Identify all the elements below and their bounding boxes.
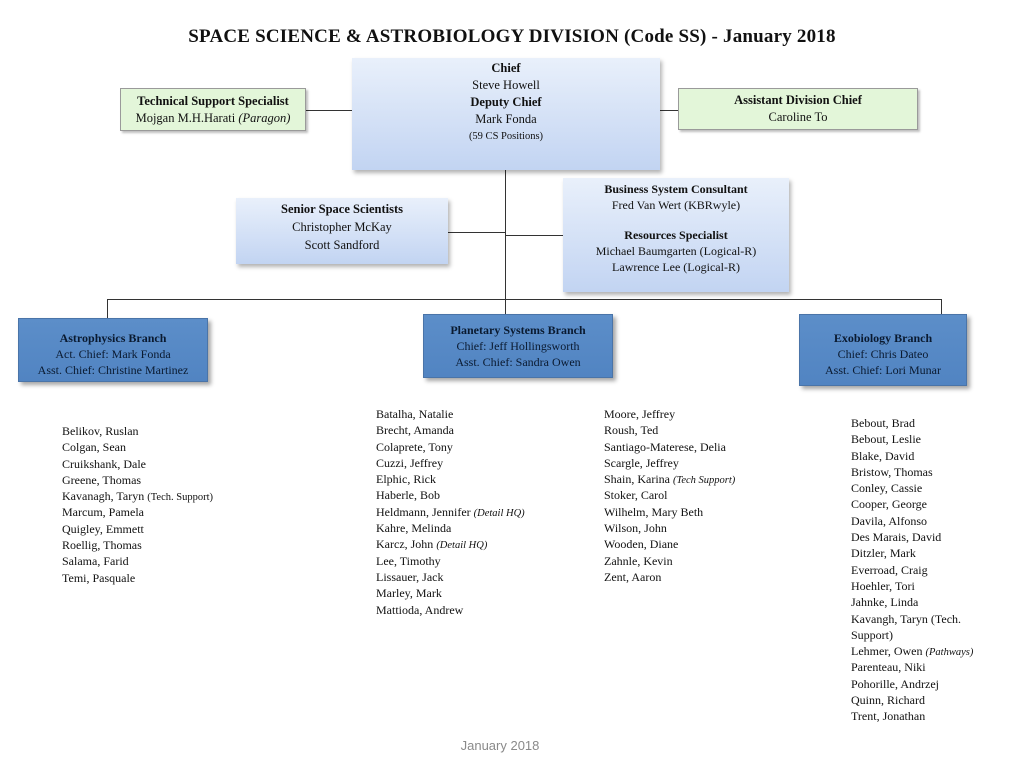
member-name: Jahnke, Linda bbox=[851, 595, 919, 610]
member-row bbox=[851, 480, 973, 496]
exobiology-member-list bbox=[851, 415, 973, 725]
member-name: Santiago-Materese, Delia bbox=[604, 439, 726, 454]
connector-business bbox=[505, 235, 563, 236]
member-name: Mattioda, Andrew bbox=[376, 602, 464, 617]
member-row bbox=[376, 455, 525, 471]
connector-planetary bbox=[505, 299, 506, 314]
member-name: Wooden, Diane bbox=[604, 537, 679, 552]
exobiology-asst-chief: Asst. Chief: Lori Munar bbox=[825, 363, 941, 377]
member-name: Scargle, Jeffrey bbox=[604, 455, 679, 470]
member-name: Quigley, Emmett bbox=[62, 521, 144, 536]
tech-support-box bbox=[120, 88, 306, 131]
member-row bbox=[851, 643, 973, 659]
member-row bbox=[604, 471, 735, 487]
member-row bbox=[62, 456, 213, 472]
assistant-chief-label: Assistant Division Chief bbox=[734, 93, 862, 107]
astrophysics-branch-box bbox=[18, 318, 208, 382]
member-row bbox=[62, 488, 213, 504]
member-name: Des Marais, David bbox=[851, 530, 942, 545]
member-name: Heldmann, Jennifer bbox=[376, 504, 471, 519]
member-name: Zent, Aaron bbox=[604, 569, 662, 584]
member-row bbox=[604, 487, 735, 503]
tech-support-name: Mojgan M.H.Harati bbox=[135, 111, 236, 125]
member-name: Bebout, Brad bbox=[851, 416, 915, 430]
senior-scientists-box bbox=[236, 198, 448, 264]
member-name: Brecht, Amanda bbox=[376, 423, 454, 438]
resources-label: Resources Specialist bbox=[624, 228, 728, 242]
member-name: Zahnle, Kevin bbox=[604, 553, 673, 568]
connector-astro bbox=[107, 299, 108, 318]
member-name: Salama, Farid bbox=[62, 554, 129, 569]
member-name: Wilhelm, Mary Beth bbox=[604, 504, 704, 519]
member-name: Temi, Pasquale bbox=[62, 570, 136, 585]
member-row bbox=[376, 439, 525, 455]
member-name: Stoker, Carol bbox=[604, 488, 668, 503]
member-row bbox=[376, 406, 525, 422]
member-row bbox=[376, 422, 525, 438]
member-row bbox=[376, 553, 525, 569]
member-note: (Tech Support) bbox=[672, 475, 736, 487]
planetary-chief: Chief: Jeff Hollingsworth bbox=[456, 339, 580, 353]
deputy-chief-label: Deputy Chief bbox=[470, 95, 542, 109]
member-name: Marley, Mark bbox=[376, 586, 442, 601]
chief-name: Steve Howell bbox=[472, 78, 540, 92]
member-name: Batalha, Natalie bbox=[376, 407, 454, 421]
member-name: Greene, Thomas bbox=[62, 472, 142, 487]
member-row bbox=[376, 471, 525, 487]
planetary-branch-name: Planetary Systems Branch bbox=[450, 323, 586, 337]
member-row bbox=[62, 537, 213, 553]
member-row bbox=[604, 536, 735, 552]
member-row bbox=[851, 692, 973, 708]
member-row bbox=[62, 439, 213, 455]
connector-branch-bar bbox=[107, 299, 942, 300]
member-row bbox=[851, 676, 973, 692]
planetary-member-list-left bbox=[376, 406, 525, 618]
member-name: Colgan, Sean bbox=[62, 440, 126, 455]
business-box bbox=[563, 178, 789, 292]
tech-support-label: Technical Support Specialist bbox=[137, 94, 289, 108]
member-name: Everroad, Craig bbox=[851, 562, 928, 577]
member-row bbox=[604, 455, 735, 471]
senior-scientist-1: Christopher McKay bbox=[292, 220, 392, 234]
member-name: Moore, Jeffrey bbox=[604, 407, 676, 421]
exobiology-chief: Chief: Chris Dateo bbox=[837, 347, 929, 361]
assistant-chief-box bbox=[678, 88, 918, 130]
member-row bbox=[851, 545, 973, 561]
footer-date: January 2018 bbox=[460, 738, 540, 753]
member-row bbox=[851, 627, 973, 643]
member-name: Cruikshank, Dale bbox=[62, 456, 146, 471]
member-name: Support) bbox=[851, 627, 893, 642]
business-name: Fred Van Wert (KBRwyle) bbox=[611, 198, 741, 212]
member-name: Ditzler, Mark bbox=[851, 546, 916, 561]
member-name: Hoehler, Tori bbox=[851, 578, 915, 593]
chart-title: SPACE SCIENCE & ASTROBIOLOGY DIVISION (Code SS) - January 2018 bbox=[188, 26, 836, 47]
member-name: Blake, David bbox=[851, 448, 915, 463]
member-note: (Detail HQ) bbox=[473, 507, 525, 519]
member-row bbox=[604, 504, 735, 520]
member-row bbox=[851, 529, 973, 545]
member-row bbox=[62, 472, 213, 488]
member-row bbox=[851, 708, 973, 724]
business-label: Business System Consultant bbox=[604, 182, 748, 196]
member-row bbox=[604, 422, 735, 438]
astrophysics-chief: Act. Chief: Mark Fonda bbox=[55, 347, 171, 361]
assistant-chief-name: Caroline To bbox=[768, 110, 828, 124]
member-name: Roush, Ted bbox=[604, 423, 659, 438]
member-row bbox=[851, 578, 973, 594]
resources-name-1: Michael Baumgarten (Logical-R) bbox=[595, 244, 757, 258]
member-row bbox=[604, 569, 735, 585]
member-note: (Pathways) bbox=[925, 647, 974, 659]
member-row bbox=[376, 487, 525, 503]
member-row bbox=[851, 513, 973, 529]
member-name: Wilson, John bbox=[604, 521, 667, 536]
member-name: Lehmer, Owen bbox=[851, 644, 923, 659]
astrophysics-member-list bbox=[62, 423, 213, 586]
member-note: (Tech. Support) bbox=[147, 492, 213, 504]
member-row bbox=[376, 504, 525, 520]
member-row bbox=[851, 448, 973, 464]
member-name: Bristow, Thomas bbox=[851, 464, 933, 479]
member-name: Quinn, Richard bbox=[851, 693, 925, 708]
exobiology-branch-box bbox=[799, 314, 967, 386]
member-name: Marcum, Pamela bbox=[62, 505, 144, 520]
connector-senior bbox=[448, 232, 505, 233]
member-name: Karcz, John bbox=[376, 537, 434, 552]
member-row bbox=[62, 570, 213, 586]
member-name: Lee, Timothy bbox=[376, 553, 441, 568]
resources-name-2: Lawrence Lee (Logical-R) bbox=[612, 260, 740, 274]
member-name: Lissauer, Jack bbox=[376, 569, 444, 584]
member-name: Bebout, Leslie bbox=[851, 432, 921, 447]
member-row bbox=[851, 562, 973, 578]
exobiology-branch-name: Exobiology Branch bbox=[833, 331, 933, 345]
member-name: Haberle, Bob bbox=[376, 488, 440, 503]
member-row bbox=[851, 464, 973, 480]
cs-positions: (59 CS Positions) bbox=[468, 131, 544, 142]
planetary-asst-chief: Asst. Chief: Sandra Owen bbox=[455, 355, 581, 369]
member-name: Kahre, Melinda bbox=[376, 521, 452, 536]
member-name: Colaprete, Tony bbox=[376, 439, 453, 454]
senior-scientist-2: Scott Sandford bbox=[304, 238, 380, 252]
deputy-chief-name: Mark Fonda bbox=[475, 112, 537, 126]
member-name: Elphic, Rick bbox=[376, 472, 436, 487]
planetary-member-list-right bbox=[604, 406, 735, 585]
member-row bbox=[851, 496, 973, 512]
member-name: Cuzzi, Jeffrey bbox=[376, 455, 444, 470]
member-row bbox=[604, 553, 735, 569]
member-name: Belikov, Ruslan bbox=[62, 424, 139, 438]
member-row bbox=[851, 594, 973, 610]
member-name: Parenteau, Niki bbox=[851, 660, 926, 675]
senior-scientists-label: Senior Space Scientists bbox=[281, 202, 403, 216]
member-name: Shain, Karina bbox=[604, 472, 670, 487]
member-row bbox=[604, 520, 735, 536]
member-row bbox=[376, 602, 525, 618]
member-note: (Detail HQ) bbox=[436, 540, 488, 552]
connector-assistant bbox=[660, 110, 678, 111]
member-row bbox=[376, 585, 525, 601]
member-name: Pohorille, Andrzej bbox=[851, 676, 939, 691]
member-name: Cooper, George bbox=[851, 497, 927, 512]
member-row bbox=[376, 536, 525, 552]
member-row bbox=[62, 521, 213, 537]
member-row bbox=[376, 569, 525, 585]
member-name: Kavangh, Taryn (Tech. bbox=[851, 611, 962, 626]
member-row bbox=[62, 423, 213, 439]
tech-support-name-line bbox=[121, 110, 305, 127]
astrophysics-asst-chief: Asst. Chief: Christine Martinez bbox=[37, 363, 189, 377]
member-name: Kavanagh, Taryn bbox=[62, 489, 145, 504]
connector-tech bbox=[306, 110, 352, 111]
member-name: Roellig, Thomas bbox=[62, 538, 142, 553]
member-row bbox=[851, 611, 973, 627]
member-name: Conley, Cassie bbox=[851, 481, 923, 496]
member-row bbox=[851, 659, 973, 675]
member-row bbox=[851, 431, 973, 447]
chief-box bbox=[352, 58, 660, 170]
member-row bbox=[376, 520, 525, 536]
planetary-branch-box bbox=[423, 314, 613, 378]
member-row bbox=[851, 415, 973, 431]
astrophysics-branch-name: Astrophysics Branch bbox=[59, 331, 167, 345]
member-row bbox=[604, 406, 735, 422]
chief-label: Chief bbox=[491, 61, 521, 75]
tech-support-note: (Paragon) bbox=[238, 111, 291, 125]
member-row bbox=[604, 439, 735, 455]
member-row bbox=[62, 553, 213, 569]
member-row bbox=[62, 504, 213, 520]
member-name: Trent, Jonathan bbox=[851, 709, 926, 724]
member-name: Davila, Alfonso bbox=[851, 513, 927, 528]
connector-exo bbox=[941, 299, 942, 314]
